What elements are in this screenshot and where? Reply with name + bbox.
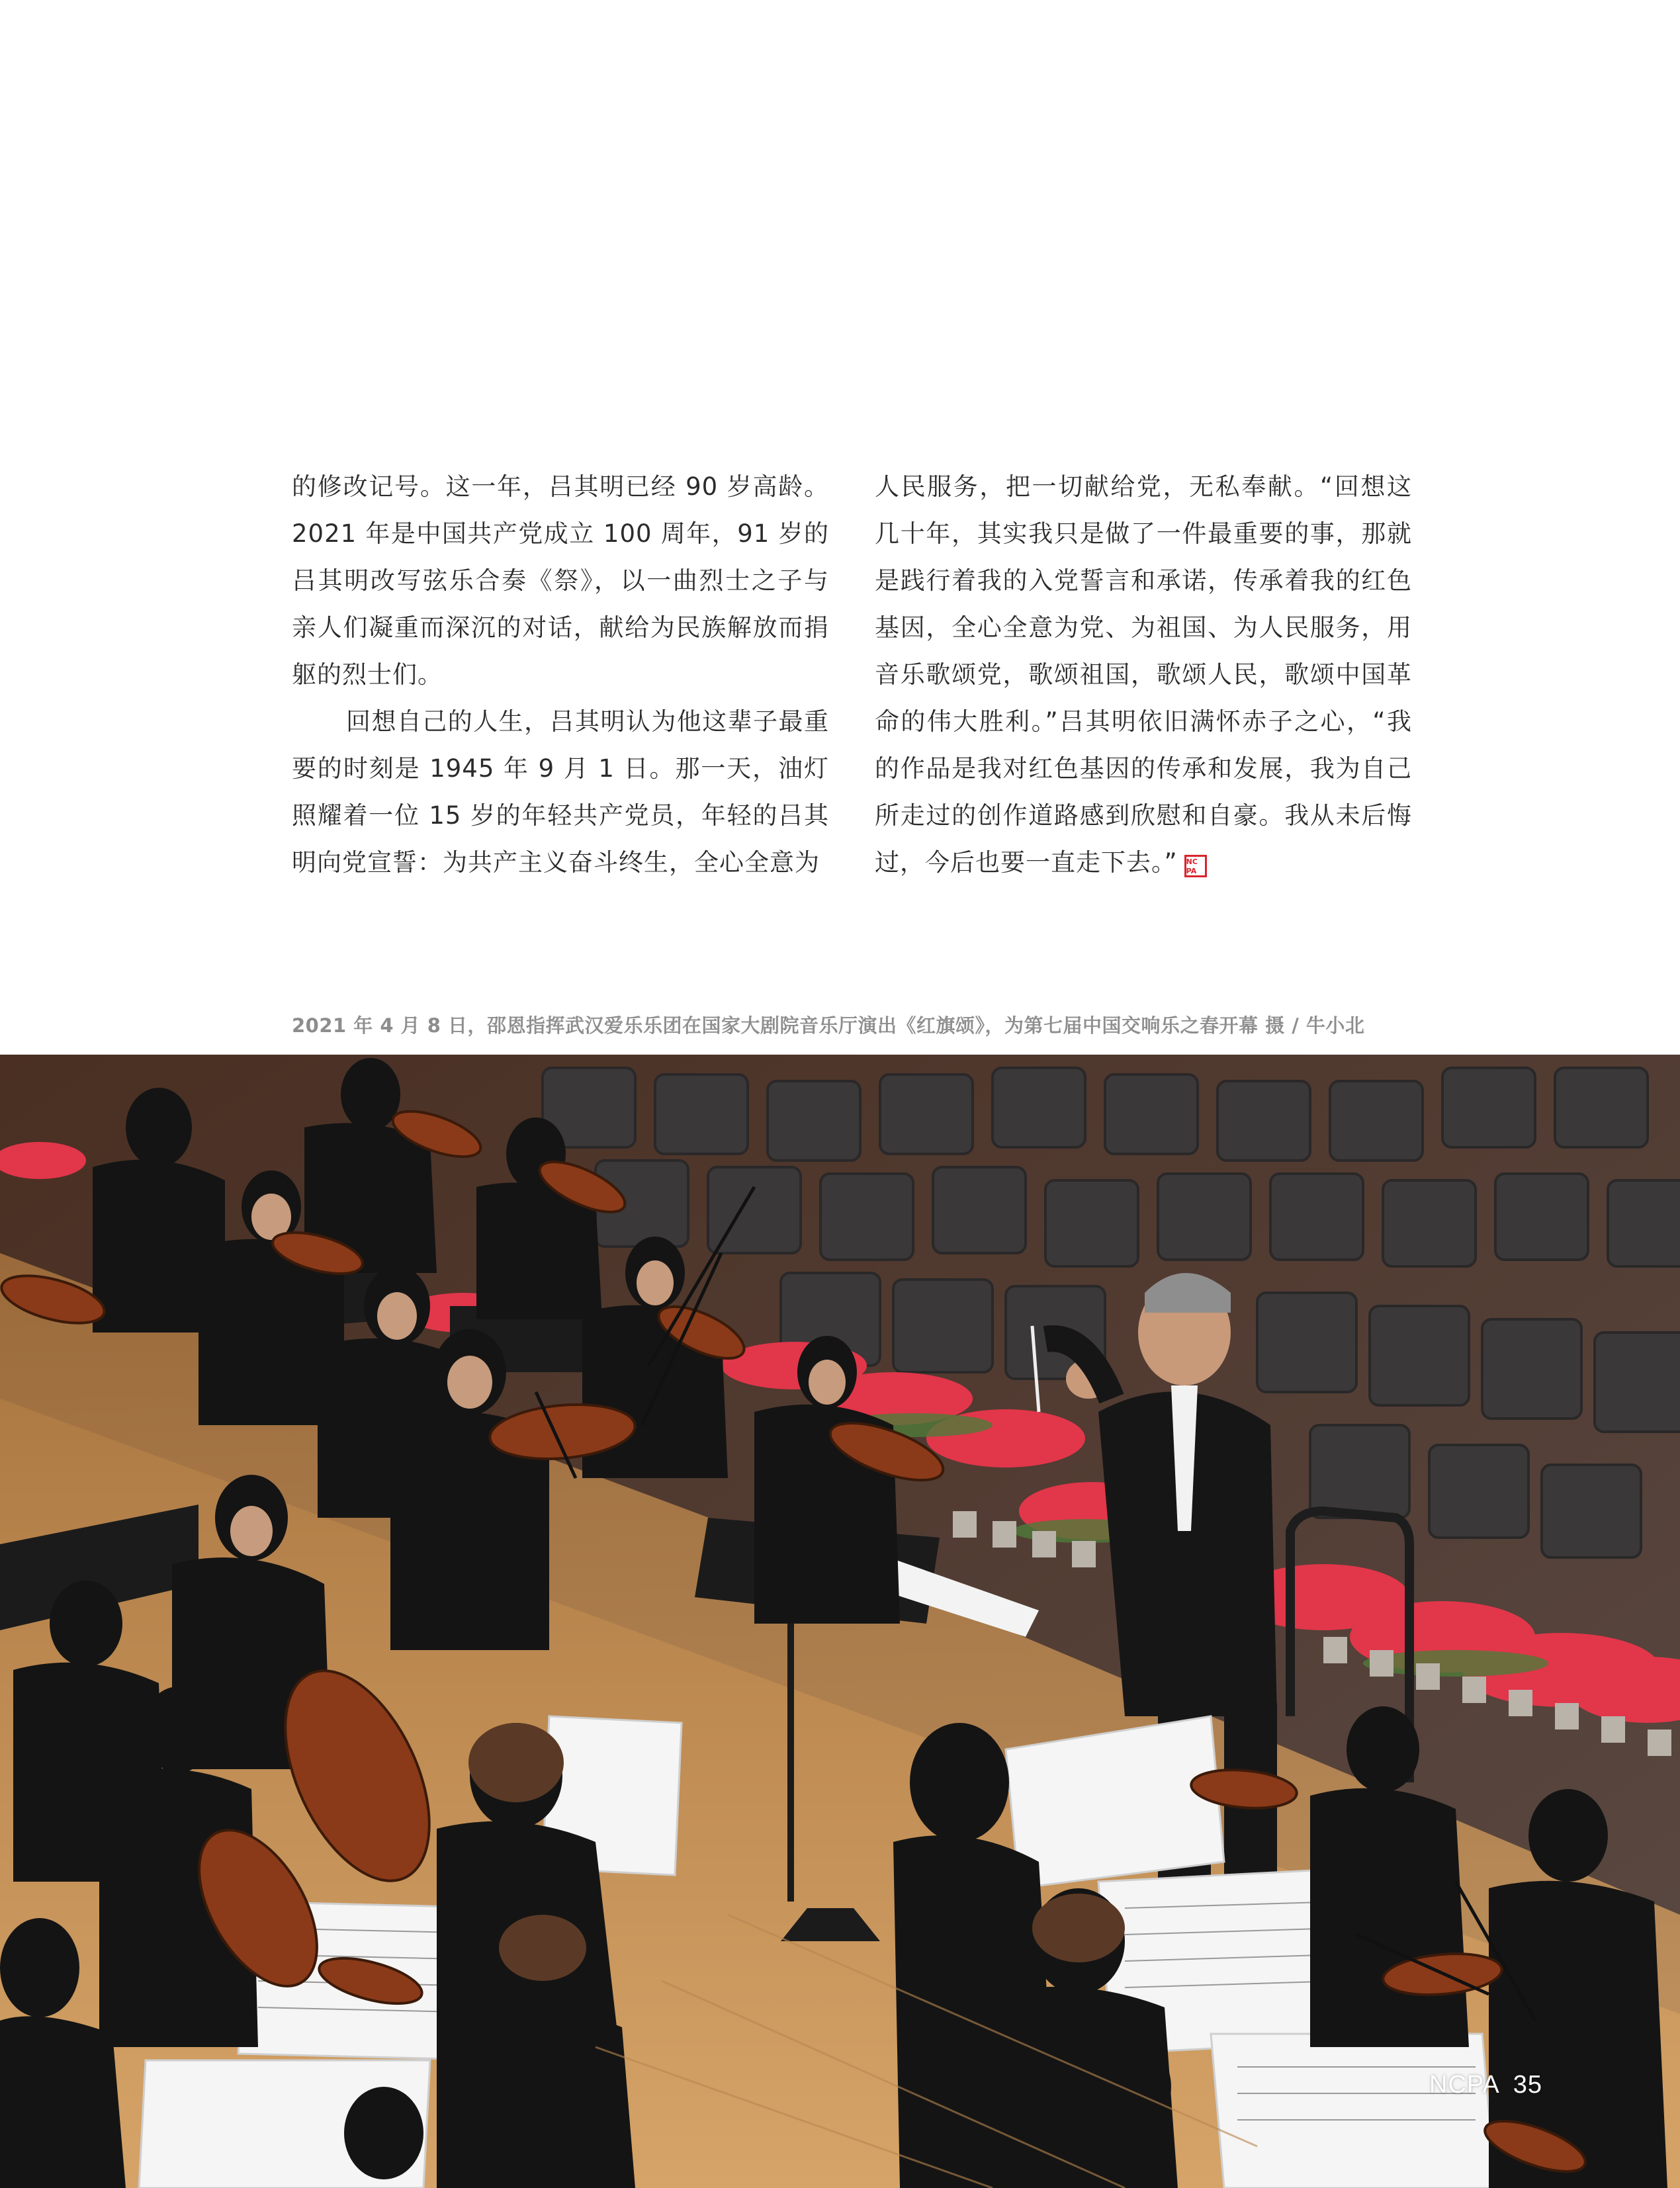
page-number: 35 <box>1513 2071 1543 2099</box>
article-paragraph <box>875 463 1412 886</box>
article-paragraph: 回想自己的人生，吕其明认为他这辈子最重要的时刻是 1945 年 9 月 1 日。那一天，油灯照耀着一位 15 岁的年轻共产党员，年轻的吕其明向党宣誓：为共产主义奋斗终生，全心全意为 <box>292 707 829 877</box>
photo-caption: 2021 年 4 月 8 日，邵恩指挥武汉爱乐乐团在国家大剧院音乐厅演出《红旗颂》，为第七届中国交响乐之春开幕 摄 / 牛小北 <box>292 1014 1365 1037</box>
page-footer <box>1429 2071 1556 2099</box>
orchestra-photo-illustration <box>0 1055 1680 2188</box>
brand-label: NCPA <box>1429 2071 1500 2099</box>
ncpa-end-mark-logo: NC PA <box>1184 855 1207 877</box>
article-column-left <box>292 463 829 886</box>
article-paragraph-text: 人民服务，把一切献给党，无私奉献。“回想这几十年，其实我只是做了一件最重要的事，那就是践行着我的入党誓言和承诺，传承着我的红色基因，全心全意为党、为祖国、为人民服务，用音乐歌颂党，歌颂祖国，歌颂人民，歌颂中国革命的伟大胜利。”吕其明依旧满怀赤子之心，“我的作品是我对红色基因的传承和发展，我为自己所走过的创作道路感到欣慰和自豪。我从未后悔过，今后也要一直走下去。” <box>875 472 1412 877</box>
article-paragraph: 的修改记号。这一年，吕其明已经 90 岁高龄。2021 年是中国共产党成立 100 周年，91 岁的吕其明改写弦乐合奏《祭》，以一曲烈士之子与亲人们凝重而深沉的对话，献给为民族解放而捐躯的烈士们。 <box>292 472 829 689</box>
article-column-right <box>875 463 1412 886</box>
orchestra-photo <box>0 1055 1680 2188</box>
